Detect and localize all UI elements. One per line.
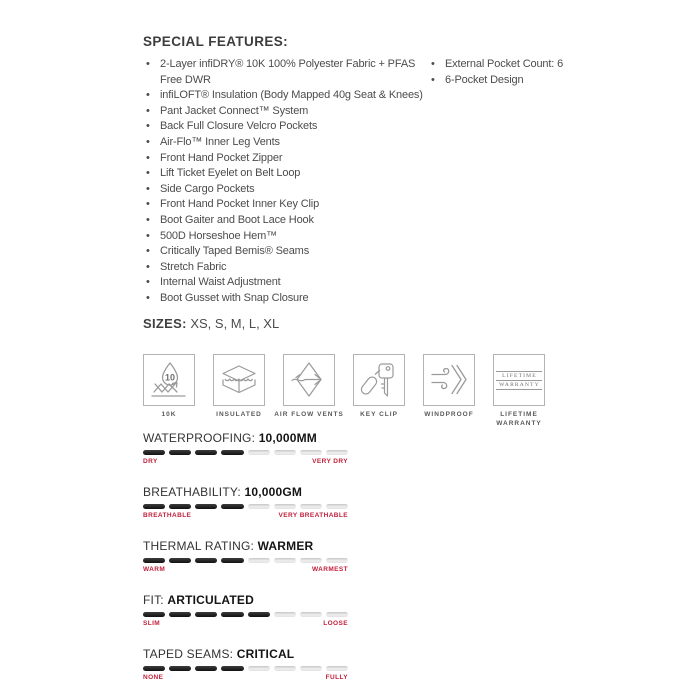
stamp-line: LIFETIME — [496, 372, 542, 381]
rating-min-label: WARM — [143, 566, 166, 573]
rating-bar — [143, 450, 348, 455]
badge-windproof — [423, 354, 475, 428]
key-clip-icon — [358, 359, 400, 401]
special-features-section — [143, 34, 613, 307]
feature-item: • Pant Jacket Connect™ System — [143, 104, 425, 120]
rating-label: BREATHABILITY: — [143, 485, 241, 499]
rating-scale — [143, 512, 348, 519]
stamp-line: WARRANTY — [496, 381, 542, 390]
badge-box — [423, 354, 475, 406]
badge-key-clip — [353, 354, 405, 428]
rating-value: CRITICAL — [236, 647, 295, 661]
sizes-line — [143, 316, 279, 331]
feature-item: • Air-Flo™ Inner Leg Vents — [143, 135, 425, 151]
rating-title — [143, 431, 348, 445]
rating-segment — [221, 504, 243, 509]
rating-value: ARTICULATED — [167, 593, 254, 607]
rating-segment — [221, 666, 243, 671]
svg-text:10: 10 — [164, 372, 176, 383]
rating-bar — [143, 666, 348, 671]
rating-segment — [195, 450, 217, 455]
rating-max-label: VERY DRY — [312, 458, 348, 465]
rating-segment — [221, 612, 243, 617]
rating-segment — [143, 504, 165, 509]
badge-box — [493, 354, 545, 406]
feature-list-left — [143, 57, 425, 307]
rating-segment — [169, 666, 191, 671]
rating-title — [143, 539, 348, 553]
rating-max-label: WARMEST — [311, 566, 348, 573]
feature-list-right — [428, 57, 608, 88]
rating-fit — [143, 593, 348, 627]
rating-segment — [195, 612, 217, 617]
rating-title — [143, 647, 348, 661]
rating-segment — [195, 666, 217, 671]
rating-segment — [221, 558, 243, 563]
badge-box — [143, 354, 195, 406]
rating-value: WARMER — [257, 539, 314, 553]
rating-segment — [143, 558, 165, 563]
badge-box — [213, 354, 265, 406]
rating-segment — [274, 612, 296, 617]
rating-value: 10,000MM — [258, 431, 317, 445]
rating-scale — [143, 620, 348, 627]
special-features-columns — [143, 57, 613, 307]
badge-label: LIFETIME WARRANTY — [496, 411, 542, 427]
sizes-value: XS, S, M, L, XL — [190, 316, 280, 331]
rating-segment — [274, 558, 296, 563]
badge-10k — [143, 354, 195, 428]
feature-item: • Critically Taped Bemis® Seams — [143, 244, 425, 260]
rating-scale — [143, 566, 348, 573]
rating-segment — [248, 666, 270, 671]
badge-lifetime-warranty — [493, 354, 545, 428]
badge-box — [353, 354, 405, 406]
badge-label: 10K — [161, 411, 177, 418]
rating-segment — [248, 612, 270, 617]
rating-segment — [248, 558, 270, 563]
feature-item: • External Pocket Count: 6 — [428, 57, 608, 73]
rating-segment — [195, 504, 217, 509]
rating-waterproofing — [143, 431, 348, 465]
feature-item: • 6-Pocket Design — [428, 73, 608, 89]
rating-segment — [274, 666, 296, 671]
windproof-icon — [428, 359, 470, 401]
badge-label: KEY CLIP — [360, 411, 398, 418]
rating-min-label: DRY — [143, 458, 158, 465]
rating-segment — [195, 558, 217, 563]
rating-bar — [143, 504, 348, 509]
badge-label: WINDPROOF — [424, 411, 474, 418]
rating-segment — [326, 666, 348, 671]
rating-label: TAPED SEAMS: — [143, 647, 234, 661]
rating-segment — [326, 504, 348, 509]
feature-item: • Front Hand Pocket Zipper — [143, 151, 425, 167]
badge-label: INSULATED — [216, 411, 262, 418]
rating-segment — [143, 612, 165, 617]
rating-thermal — [143, 539, 348, 573]
rating-min-label: NONE — [143, 674, 164, 681]
feature-item: • Lift Ticket Eyelet on Belt Loop — [143, 166, 425, 182]
rating-taped-seams — [143, 647, 348, 681]
rating-label: THERMAL RATING: — [143, 539, 255, 553]
lifetime-warranty-icon — [496, 371, 542, 390]
rating-segment — [274, 504, 296, 509]
ratings-section — [143, 431, 348, 700]
feature-badges-row — [143, 354, 545, 428]
rating-max-label: LOOSE — [323, 620, 348, 627]
feature-item: • Stretch Fabric — [143, 260, 425, 276]
special-features-heading: SPECIAL FEATURES: — [143, 34, 289, 49]
air-flow-vents-icon — [288, 359, 330, 401]
rating-segment — [300, 612, 322, 617]
badge-box — [283, 354, 335, 406]
rating-segment — [300, 666, 322, 671]
rating-scale — [143, 674, 348, 681]
rating-value: 10,000GM — [244, 485, 303, 499]
rating-segment — [248, 450, 270, 455]
rating-min-label: BREATHABLE — [143, 512, 192, 519]
feature-item: • Boot Gusset with Snap Closure — [143, 291, 425, 307]
rating-segment — [143, 666, 165, 671]
rating-segment — [169, 558, 191, 563]
rating-segment — [300, 558, 322, 563]
badge-insulated — [213, 354, 265, 428]
rating-segment — [169, 450, 191, 455]
rating-min-label: SLIM — [143, 620, 161, 627]
feature-item: • Front Hand Pocket Inner Key Clip — [143, 197, 425, 213]
rating-title — [143, 593, 348, 607]
feature-item: • infiLOFT® Insulation (Body Mapped 40g Seat & Knees) — [143, 88, 425, 104]
rating-max-label: FULLY — [325, 674, 348, 681]
rating-segment — [300, 504, 322, 509]
rating-segment — [169, 504, 191, 509]
rating-segment — [326, 450, 348, 455]
rating-max-label: VERY BREATHABLE — [278, 512, 348, 519]
badge-air-flow-vents — [274, 354, 344, 428]
rating-segment — [274, 450, 296, 455]
rating-segment — [248, 504, 270, 509]
feature-item: • Boot Gaiter and Boot Lace Hook — [143, 213, 425, 229]
badge-label: AIR FLOW VENTS — [274, 411, 344, 418]
rating-bar — [143, 558, 348, 563]
rating-segment — [143, 450, 165, 455]
feature-item: • 2-Layer infiDRY® 10K 100% Polyester Fabric + PFAS Free DWR — [143, 57, 425, 88]
rating-label: WATERPROOFING: — [143, 431, 256, 445]
rating-scale — [143, 458, 348, 465]
rating-segment — [221, 450, 243, 455]
rating-segment — [300, 450, 322, 455]
sizes-label: SIZES: — [143, 316, 187, 331]
feature-item: • Side Cargo Pockets — [143, 182, 425, 198]
rating-label: FIT: — [143, 593, 164, 607]
rating-bar — [143, 612, 348, 617]
rating-segment — [169, 612, 191, 617]
rating-title — [143, 485, 348, 499]
rating-segment — [326, 612, 348, 617]
10k-icon — [148, 359, 190, 401]
feature-item: • 500D Horseshoe Hem™ — [143, 229, 425, 245]
rating-breathability — [143, 485, 348, 519]
rating-segment — [326, 558, 348, 563]
feature-item: • Back Full Closure Velcro Pockets — [143, 119, 425, 135]
insulated-icon — [218, 359, 260, 401]
feature-item: • Internal Waist Adjustment — [143, 275, 425, 291]
